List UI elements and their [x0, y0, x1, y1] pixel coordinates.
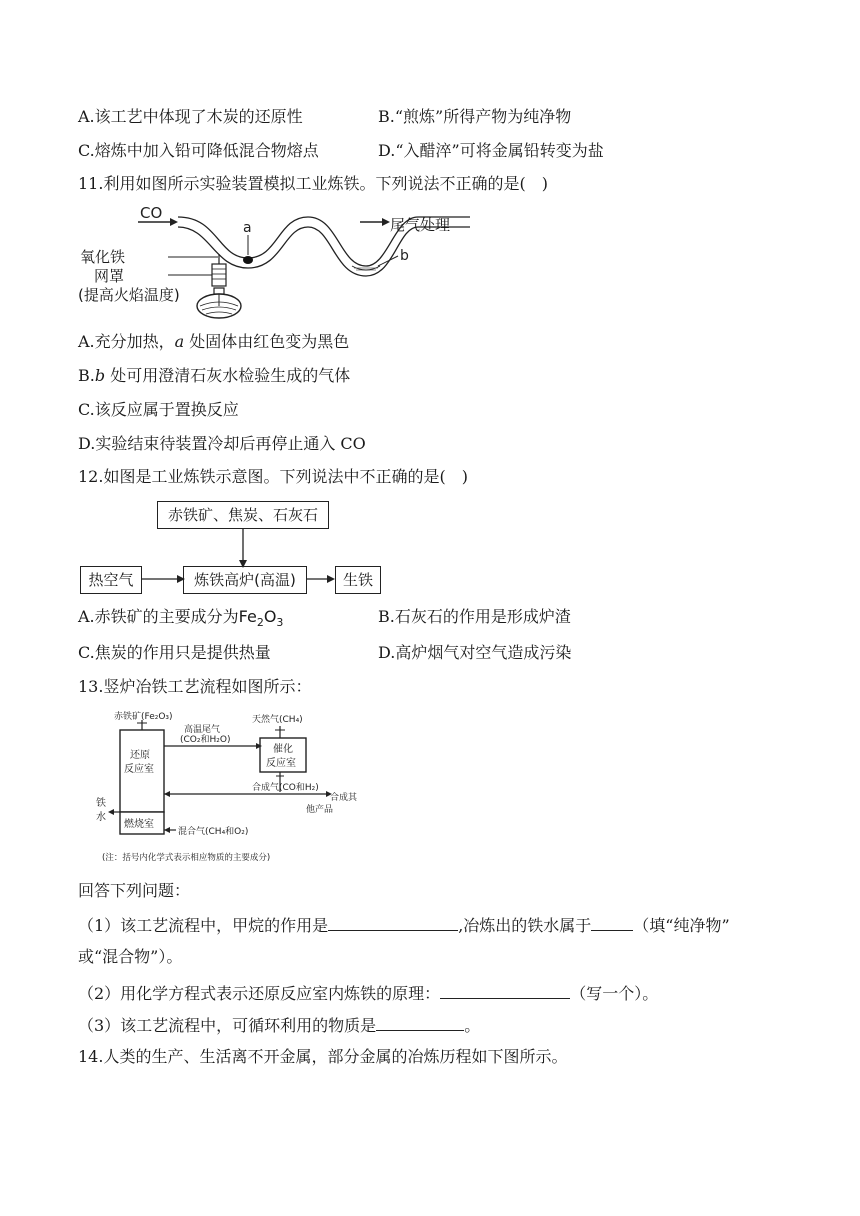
point-b-label: b	[400, 248, 409, 264]
q13-part3: （3）该工艺流程中，可循环利用的物质是 。	[78, 1016, 481, 1035]
answer-blank-recyclable[interactable]	[376, 1014, 464, 1031]
flow-furnace-box: 炼铁高炉(高温)	[183, 566, 307, 594]
svg-text:反应室: 反应室	[266, 758, 296, 769]
flow-hot-air-box: 热空气	[80, 566, 142, 594]
flow-pig-iron-box: 生铁	[335, 566, 381, 594]
svg-text:混合气(CH₄和O₂): 混合气(CH₄和O₂)	[178, 827, 249, 837]
q13-part2: （2）用化学方程式表示还原反应室内炼铁的原理： （写一个）。	[78, 984, 659, 1003]
q12-flow-arrows	[140, 528, 340, 584]
q10-option-b: B.“煎炼”所得产物为纯净物	[378, 107, 572, 126]
flow-raw-materials-box: 赤铁矿、焦炭、石灰石	[157, 501, 329, 529]
q13-part1-line1: （1）该工艺流程中，甲烷的作用是 ,冶炼出的铁水属于 （填“纯净物”	[78, 916, 730, 935]
tail-gas-label: 尾气处理	[390, 216, 451, 234]
q11-option-c: C.该反应属于置换反应	[78, 400, 239, 419]
svg-text:合成其: 合成其	[330, 793, 358, 803]
q11-option-a: A.充分加热，a 处固体由红色变为黑色	[78, 332, 350, 351]
svg-text:(CO₂和H₂O): (CO₂和H₂O)	[180, 735, 231, 745]
q13-stem: 13.竖炉冶铁工艺流程如图所示：	[78, 677, 312, 696]
svg-text:反应室: 反应室	[124, 764, 154, 775]
tail-gas-arrow	[360, 215, 390, 229]
q13-answer-intro: 回答下列问题：	[78, 881, 191, 900]
svg-text:燃烧室: 燃烧室	[124, 819, 154, 830]
q11-option-b: B.b 处可用澄清石灰水检验生成的气体	[78, 366, 351, 385]
flame-note-label: (提高火焰温度)	[78, 286, 180, 304]
iron-oxide-label: 氧化铁	[80, 248, 126, 266]
svg-text:他产品: 他产品	[306, 805, 334, 815]
q12-option-a: A.赤铁矿的主要成分为$Fe_2O_3$	[78, 607, 284, 630]
point-a-label: a	[243, 220, 252, 236]
q12-option-b: B.石灰石的作用是形成炉渣	[378, 607, 571, 626]
q11-stem: 11.利用如图所示实验装置模拟工业炼铁。下列说法不正确的是( )	[78, 174, 548, 193]
co-label: CO	[140, 204, 163, 222]
answer-blank-equation[interactable]	[440, 982, 570, 999]
svg-text:水: 水	[96, 812, 106, 823]
svg-text:天然气(CH₄): 天然气(CH₄)	[252, 715, 303, 725]
svg-text:(注：括号内化学式表示相应物质的主要成分): (注：括号内化学式表示相应物质的主要成分)	[102, 853, 271, 863]
answer-blank-iron-type[interactable]	[591, 914, 633, 931]
svg-text:催化: 催化	[273, 744, 293, 755]
q13-shaft-furnace-figure	[80, 708, 360, 870]
svg-text:铁: 铁	[96, 798, 106, 809]
q10-option-c: C.熔炼中加入铅可降低混合物熔点	[78, 141, 319, 160]
q12-option-c: C.焦炭的作用只是提供热量	[78, 643, 271, 662]
q11-option-d: D.实验结束待装置冷却后再停止通入 CO	[78, 434, 366, 453]
q10-option-a: A.该工艺中体现了木炭的还原性	[78, 107, 303, 126]
q12-stem: 12.如图是工业炼铁示意图。下列说法中不正确的是( )	[78, 467, 468, 486]
svg-text:合成气(CO和H₂): 合成气(CO和H₂)	[252, 783, 319, 793]
svg-text:高温尾气: 高温尾气	[184, 725, 221, 735]
answer-blank-methane-role[interactable]	[328, 914, 458, 931]
q14-stem: 14.人类的生产、生活离不开金属，部分金属的冶炼历程如下图所示。	[78, 1047, 568, 1066]
svg-text:还原: 还原	[130, 750, 150, 761]
q10-option-d: D.“入醋淬”可将金属铅转变为盐	[378, 141, 604, 160]
q12-option-d: D.高炉烟气对空气造成污染	[378, 643, 572, 662]
mesh-label: 网罩	[94, 267, 125, 285]
svg-text:赤铁矿(Fe₂O₃): 赤铁矿(Fe₂O₃)	[114, 712, 173, 722]
q13-part1-line2: 或“混合物”）。	[78, 947, 183, 966]
